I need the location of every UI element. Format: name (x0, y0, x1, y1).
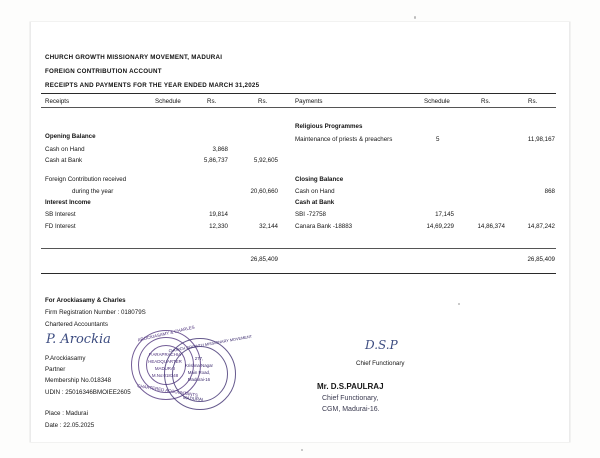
receipts-row-label: Interest Income (45, 199, 91, 206)
receipts-row-label: Cash on Hand (45, 146, 85, 153)
organization-name: CHURCH GROWTH MISSIONARY MOVEMENT, MADURAI (45, 54, 223, 61)
statement-title: RECEIPTS AND PAYMENTS FOR THE YEAR ENDED MARCH 31,2025 (45, 82, 260, 89)
payments-row-label: SBI -72758 (295, 211, 326, 218)
functionary-address: CGM, Madurai-16. (322, 406, 380, 413)
receipts-row-amount1: 12,330 (209, 223, 228, 230)
auditor-stamp-line3: MADURAI (154, 366, 176, 371)
auditor-date: Date : 22.05.2025 (45, 422, 95, 429)
receipts-total: 26,85,409 (250, 256, 278, 263)
functionary-designation: Chief Functionary, (322, 395, 379, 402)
auditor-stamp-line1: P.ARAPRACHIA (148, 352, 182, 357)
scan-speck (458, 303, 460, 305)
payments-row-amount2: 14,87,242 (527, 223, 555, 230)
organization-stamp-line3: Main Road, (187, 370, 211, 375)
receipts-row-label: FD Interest (45, 223, 76, 230)
auditor-udin: UDIN : 25016346BMOIEE2605 (45, 389, 131, 396)
organization-stamp-line1: 277, (194, 356, 204, 361)
payments-row-schedule: 14,69,229 (426, 223, 454, 230)
auditor-stamp-arc-bottom: CHARTERED ACCOUNTANTS (136, 383, 199, 398)
organization-stamp-arc-bottom: MADURAI (182, 394, 204, 403)
organization-stamp-arc-top: CHURCH GROWTH MISSIONARY MOVEMENT (168, 333, 253, 354)
receipts-row-label: Opening Balance (45, 133, 96, 140)
column-header-rs-left-2: Rs. (258, 98, 268, 105)
payments-row-label: Cash at Bank (295, 199, 335, 206)
receipts-row-amount2: 5,92,605 (253, 157, 278, 164)
receipts-row-label: SB Interest (45, 211, 76, 218)
payments-row-amount2: 11,98,167 (527, 136, 555, 143)
auditor-stamp-line4: M.No:018348 (151, 373, 179, 378)
organization-stamp-line4: Madurai-16 (187, 377, 211, 382)
auditor-membership: Membership No.018348 (45, 377, 112, 384)
auditor-firm-designation: Chartered Accountants (45, 321, 108, 328)
auditor-signature: P. Arockia (46, 332, 111, 347)
auditor-firm-registration: Firm Registration Number : 018079S (45, 309, 146, 316)
table-total-top-rule (41, 248, 556, 249)
payments-row-label: Maintenance of priests & preachers (295, 136, 393, 143)
payments-total: 26,85,409 (527, 256, 555, 263)
column-header-rs-right-1: Rs. (481, 98, 491, 105)
auditor-for-line: For Arockiasamy & Charles (45, 297, 126, 304)
scan-speck (414, 16, 416, 19)
column-header-receipts: Receipts (45, 98, 70, 105)
functionary-caption: Chief Functionary (356, 360, 405, 367)
payments-row-label: Canara Bank -18883 (295, 223, 353, 230)
receipts-row-amount2: 32,144 (259, 223, 278, 230)
column-header-rs-right-2: Rs. (528, 98, 538, 105)
sheet-left-edge (30, 22, 31, 442)
payments-row-amount1: 14,86,374 (477, 223, 505, 230)
account-title: FOREIGN CONTRIBUTION ACCOUNT (45, 68, 162, 75)
auditor-stamp-line2: HEADQUARTER (148, 359, 182, 364)
auditor-role: Partner (45, 366, 66, 373)
auditor-place: Place : Madurai (45, 410, 88, 417)
functionary-name: Mr. D.S.PAULRAJ (317, 382, 384, 391)
auditor-name: P.Arockiasamy (45, 355, 86, 362)
receipts-row-label: Foreign Contribution received (45, 176, 127, 183)
receipts-row-label: Cash at Bank (45, 157, 83, 164)
functionary-signature: D.S.P (365, 338, 398, 352)
receipts-row-amount1: 19,814 (209, 211, 228, 218)
table-header-rule (41, 107, 556, 108)
table-bottom-rule (41, 273, 556, 274)
receipts-row-amount2: 20,60,660 (250, 188, 278, 195)
payments-row-schedule: 5 (436, 136, 440, 143)
payments-row-schedule: 17,145 (435, 211, 454, 218)
receipts-row-label: during the year (72, 188, 114, 195)
column-header-schedule-left: Schedule (155, 98, 181, 105)
payments-row-label: Religious Programmes (295, 123, 363, 130)
column-header-schedule-right: Schedule (424, 98, 450, 105)
receipts-row-amount1: 5,86,737 (203, 157, 228, 164)
scan-speck (301, 449, 303, 451)
receipts-row-amount1: 3,868 (212, 146, 228, 153)
sheet-right-edge (569, 22, 570, 442)
payments-row-label: Closing Balance (295, 176, 344, 183)
organization-stamp-line2: Krishna Nagar (184, 363, 214, 368)
column-header-rs-left-1: Rs. (207, 98, 217, 105)
payments-row-amount2: 868 (544, 188, 555, 195)
column-header-payments: Payments (295, 98, 323, 105)
table-top-rule (41, 93, 556, 94)
auditor-stamp-arc-top: AROCKIASAMY & CHARLES (137, 324, 196, 343)
payments-row-label: Cash on Hand (295, 188, 335, 195)
